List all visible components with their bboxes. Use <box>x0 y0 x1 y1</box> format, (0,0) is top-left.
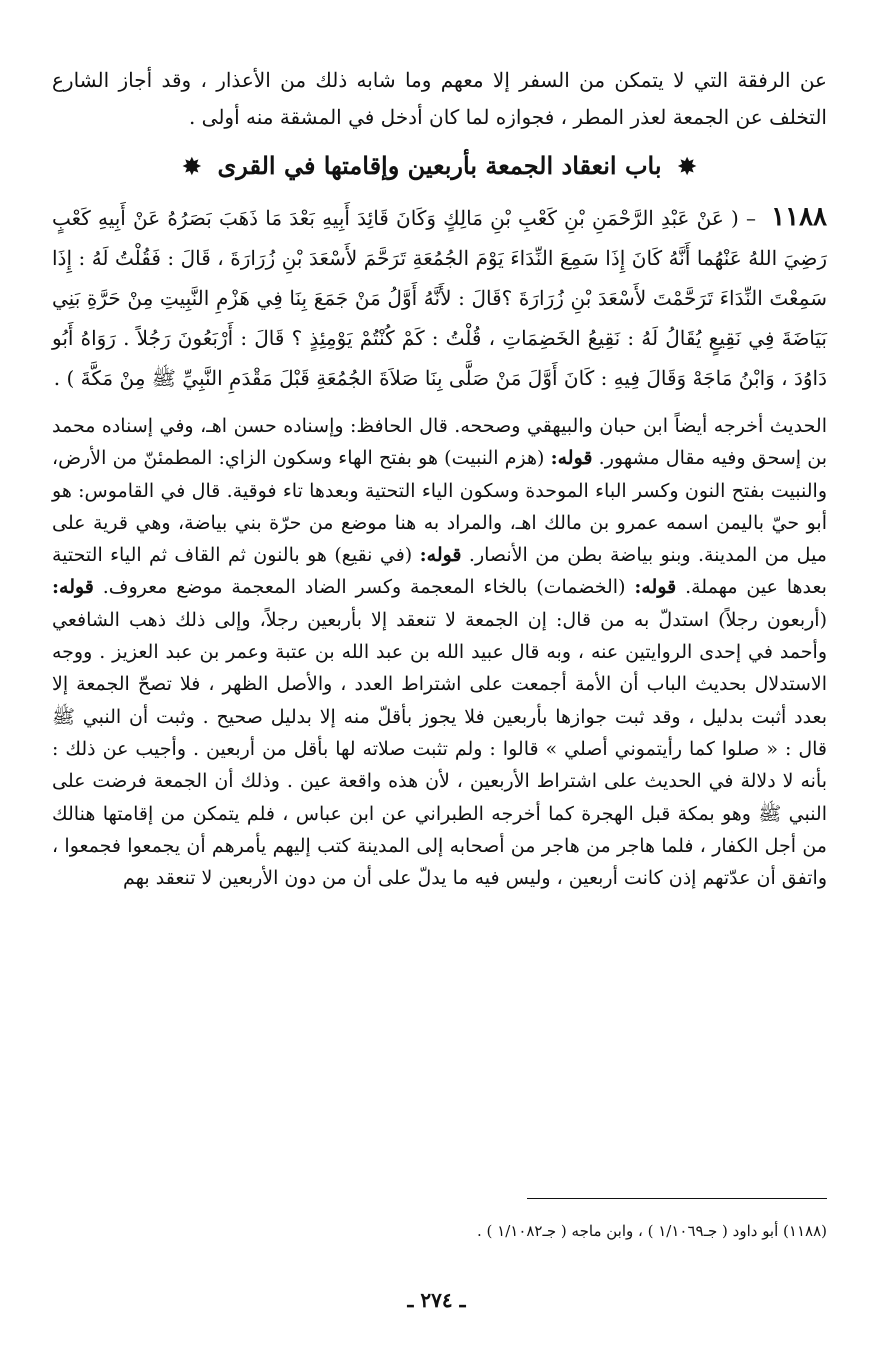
footnote: (١١٨٨) أبو داود ( جـ١/١٠٦٩ ) ، وابن ماجه ( جـ١/١٠٨٢ ) . <box>477 1222 827 1240</box>
hadith-text: – ( عَنْ عَبْدِ الرَّحْمَنِ بْنِ كَعْبِ بْنِ مَالِكٍ وَكَانَ قَائِدَ أَبِيهِ بَعْدَ مَا ذَهَبَ بَصَرُهُ عَنْ أَبِيهِ كَعْبٍ رَضِيَ اللهُ عَنْهُما أَنَّهُ كَانَ إِذَا سَمِعَ النِّدَاءَ يَوْمَ الجُمُعَةِ تَرَحَّمَ لأَسْعَدَ بْنِ زُرَارَةَ ، قَالَ : فَقُلْتُ لَهُ : إِذَا سَمِعْتَ النِّدَاءَ تَرَحَّمْتَ لأَسْعَدَ بْنِ زُرَارَةَ ؟قَالَ : لأَنَّهُ أَوَّلُ مَنْ جَمَعَ بِنَا فِي هَزْمِ النَّبِيتِ مِنْ حَرَّةِ بَنِي بَيَاضَةَ فِي نَقِيعٍ يُقَالُ لَهُ : نَقِيعُ الخَضِمَاتِ ، قُلْتُ : كَمْ كُنْتُمْ يَوْمِئِذٍ ؟ قَالَ : أَرْبَعُونَ رَجُلاً . رَوَاهُ أَبُو دَاوُدَ ، وَابْنُ مَاجَهْ وَقَالَ فِيهِ : كَانَ أَوَّلَ مَنْ صَلَّى بِنَا صَلاَةَ الجُمُعَةِ قَبْلَ مَقْدَمِ النَّبِيِّ ﷺ مِنْ مَكَّةَ ) . <box>52 206 827 390</box>
qawluhu-label: قوله: <box>634 576 677 599</box>
qawluhu-label: قوله: <box>550 447 593 470</box>
star-ornament-icon: ✸ <box>677 154 697 180</box>
intro-paragraph: عن الرفقة التي لا يتمكن من السفر إلا معهم وما شابه ذلك من الأعذار ، وقد أجاز الشارع التخلف عن الجمعة لعذر المطر ، فجوازه لما كان أدخل في المشقة منه أولى . <box>52 68 827 129</box>
commentary-text: (الخضمات) بالخاء المعجمة وكسر الضاد المعجمة موضع معروف. <box>102 576 626 599</box>
commentary-text: (أربعون رجلاً) استدلّ به من قال: إن الجمعة لا تنعقد إلا بأربعين رجلاً، وإلى ذلك ذهب الشافعي وأحمد في إحدى الروايتين عنه ، وبه قال عبيد الله بن عبد الله بن عتبة وعمر بن عبد العزيز . ووجه الاستدلال بحديث الباب أن الأمة أجمعت على اشتراط العدد ، والأصل الظهر ، فلا تصحّ الجمعة إلا بعدد أثبت بدليل ، وقد ثبت جوازها بأربعين فلا يجوز بأقلّ منه إلا بدليل صحيح . وثبت أن النبي ﷺ قال : « صلوا كما رأيتموني أصلي » قالوا : ولم تثبت صلاته لها بأقل من أربعين . وأجيب عن ذلك : بأنه لا دلالة في الحديث على اشتراط الأربعين ، لأن هذه واقعة عين . وذلك أن الجمعة فرضت على النبي ﷺ وهو بمكة قبل الهجرة كما أخرجه الطبراني عن ابن عباس ، فلم يتمكن من إقامتها هنالك من أجل الكفار ، فلما هاجر من هاجر من أصحابه إلى المدينة كتب إليهم يأمرهم أن يجمعوا فجمعوا ، واتفق أن عدّتهم إذن كانت أربعين ، وليس فيه ما يدلّ على أن من دون الأربعين لا تنعقد بهم <box>52 608 827 890</box>
commentary-paragraph <box>52 410 827 894</box>
star-ornament-icon: ✸ <box>182 154 202 180</box>
commentary-text: (في نقيع) هو بالنون ثم القاف ثم الياء التحتية بعدها عين مهملة. <box>52 544 827 599</box>
hadith-number: ١١٨٨ <box>771 202 828 232</box>
chapter-heading <box>52 146 827 187</box>
commentary-text: (هزم النبيت) هو بفتح الهاء وسكون الزاي: المطمئنّ من الأرض، والنبيت بفتح النون وكسر الباء الموحدة وسكون الياء التحتية وبعدها تاء فوقية. قال في القاموس: هو أبو حيّ باليمن اسمه عمرو بن مالك اهـ، والمراد به هنا موضع من حرّة بني بياضة، وهي قرية على ميل من المدينة. وبنو بياضة بطن من الأنصار. <box>52 447 827 567</box>
qawluhu-label: قوله: <box>419 544 462 567</box>
chapter-title: باب انعقاد الجمعة بأربعين وإقامتها في القرى <box>217 151 662 180</box>
commentary-text: الحديث أخرجه أيضاً ابن حبان والبيهقي وصححه. قال الحافظ: وإسناده حسن اهـ، وفي إسناده محمد بن إسحق وفيه مقال مشهور. <box>52 415 827 470</box>
qawluhu-label: قوله: <box>52 576 94 599</box>
page-number: ـ ٢٧٤ ـ <box>407 1288 466 1312</box>
hadith-paragraph <box>52 197 827 398</box>
footnote-divider <box>527 1198 827 1199</box>
